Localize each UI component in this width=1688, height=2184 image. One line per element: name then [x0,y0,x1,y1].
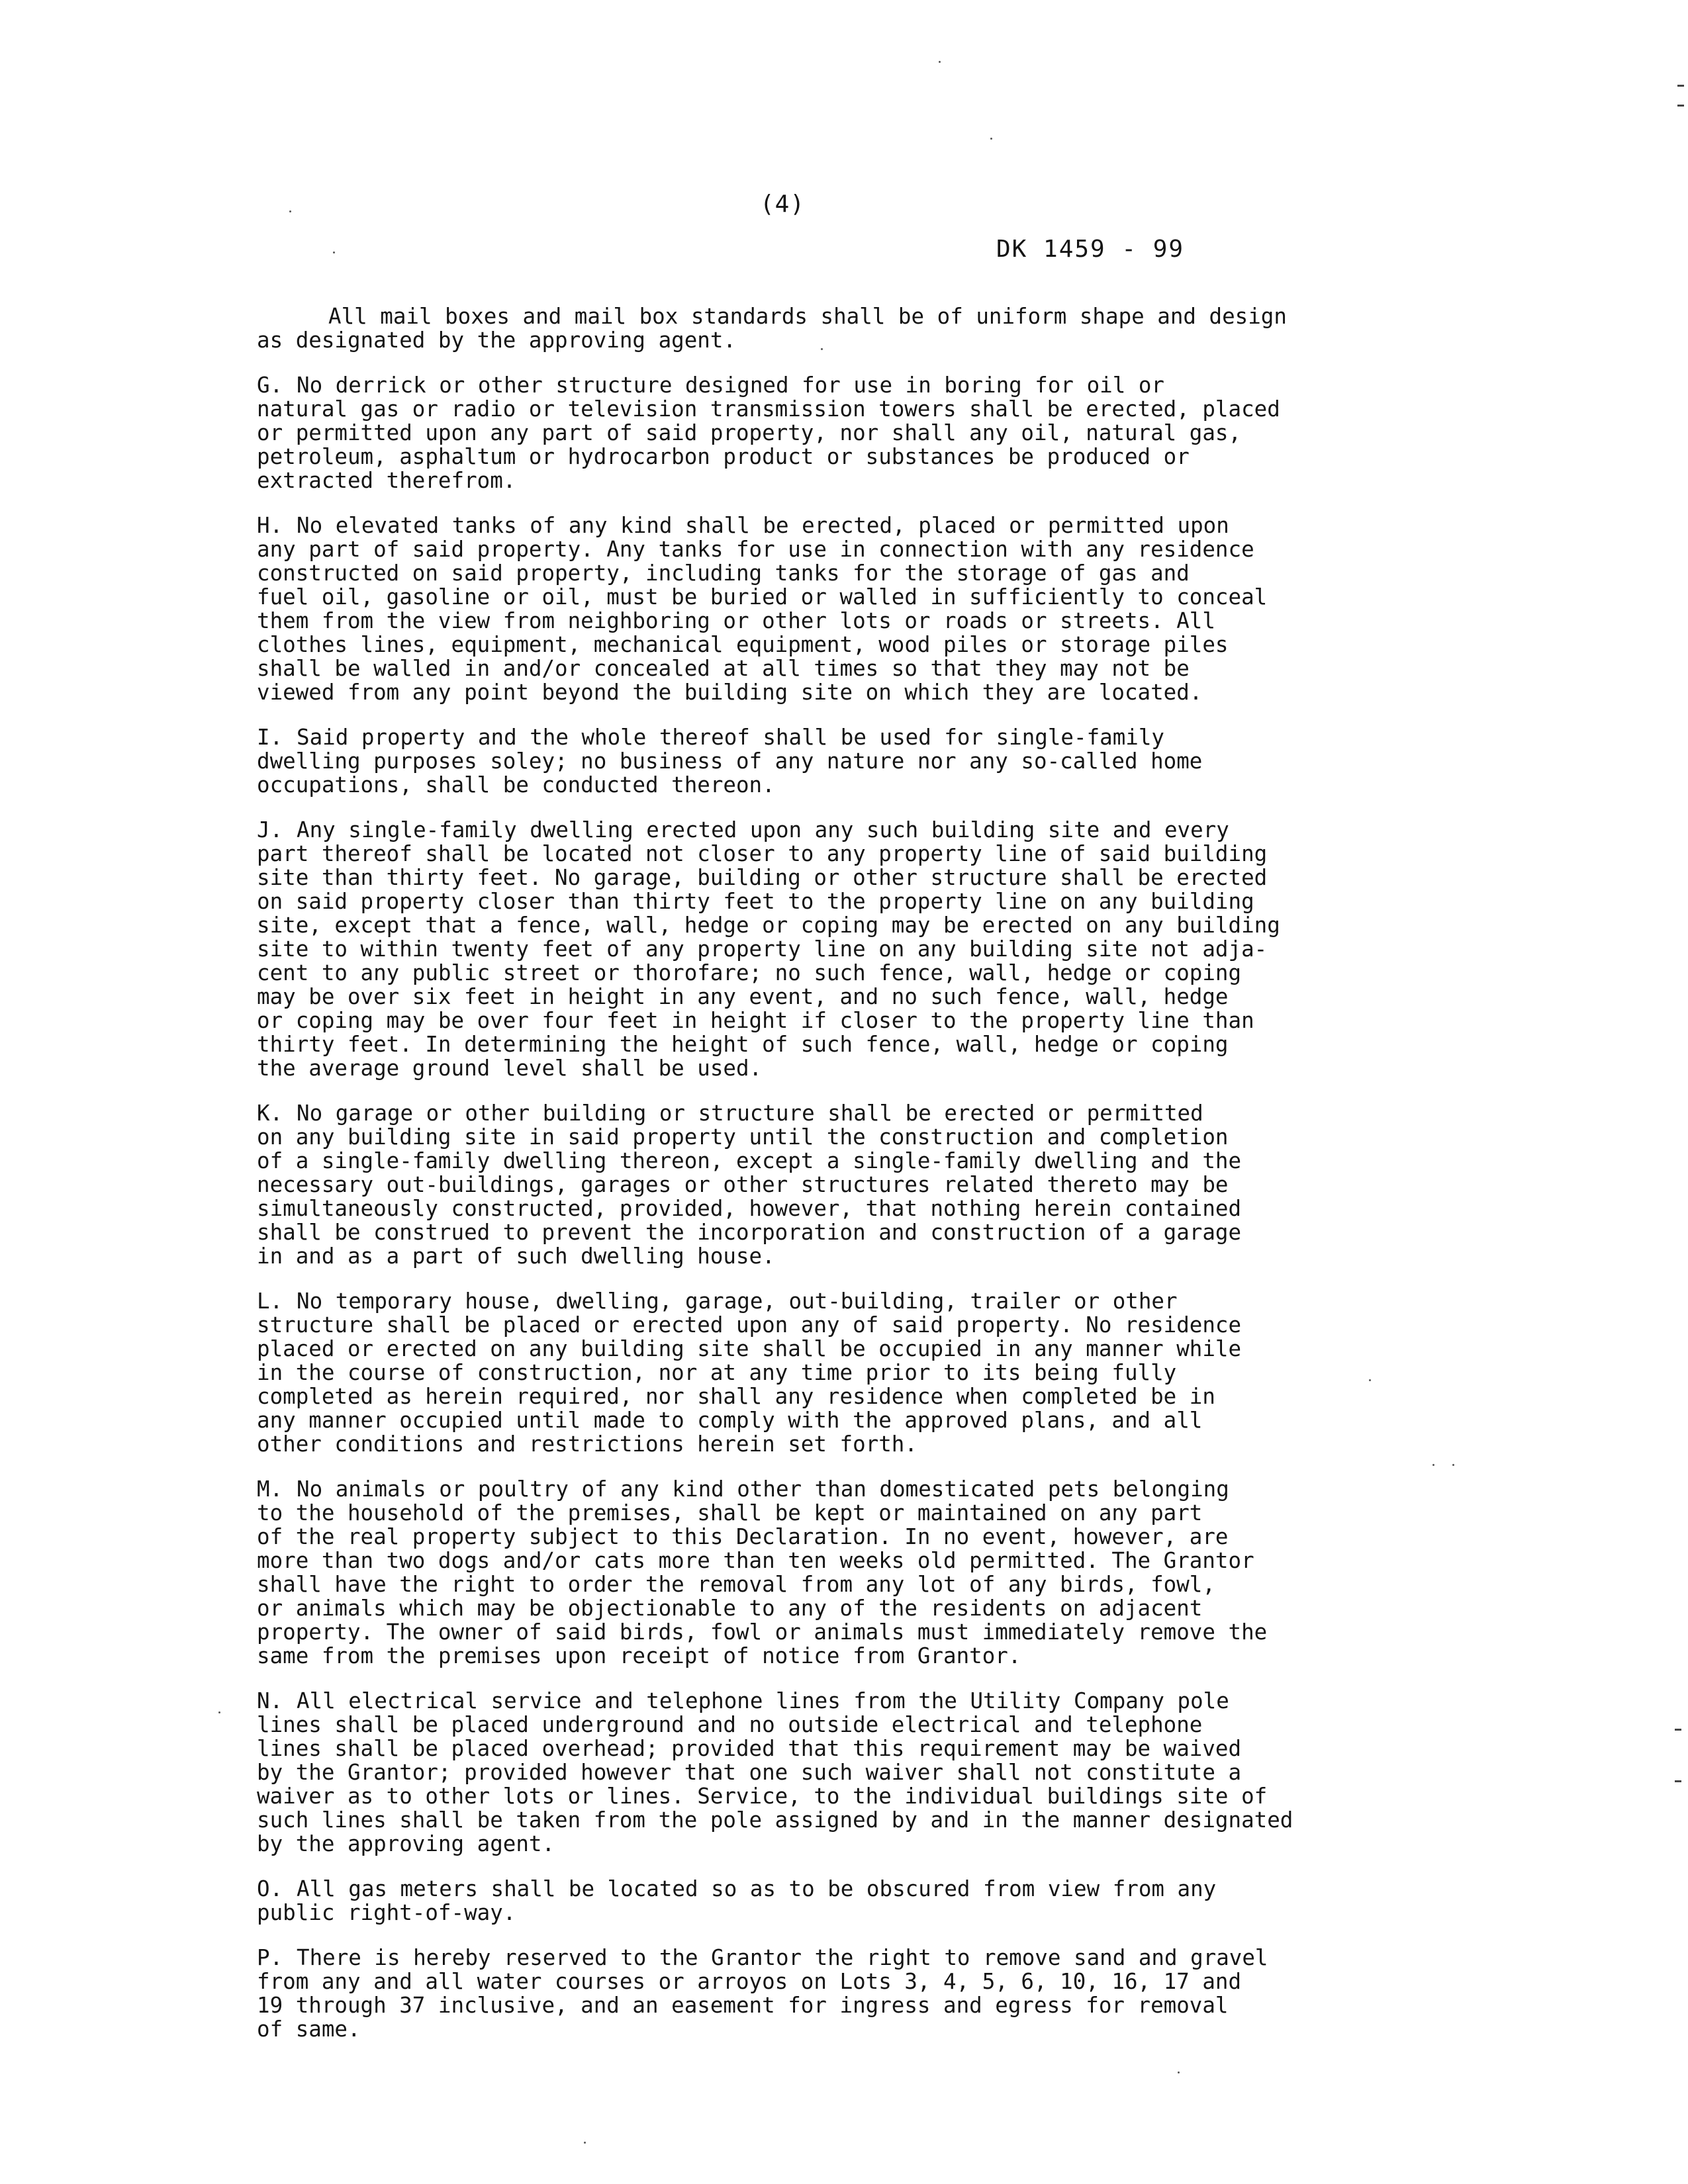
scan-speck [1369,1379,1371,1381]
section-text: Any single-family dwelling erected upon any such building site and every part thereof shall be located not closer to any property line of said building site than thirty feet. No garage, building or other structure shall be erected on said property closer than thirty feet to the property line on any building site, except that a fence, wall, hedge or coping may be erected on any building site to within twenty feet of any property line on any building site not adja- cent to any public street or thorofare; no such fence, wall, hedge or coping may be over six feet in height in any event, and no such fence, wall, hedge or coping may be over four feet in height if closer to the property line than thirty feet. In determining the height of such fence, wall, hedge or coping the average ground level shall be used. [257,817,1280,1081]
scan-speck [1432,1464,1434,1466]
section-text: All gas meters shall be located so as to be obscured from view from any public right-of-way. [257,1876,1217,1925]
section-h [257,514,1422,704]
scan-speck [990,138,992,140]
section-text: Said property and the whole thereof shall be used for single-family dwelling purposes soley; no business of any nature nor any so-called home occupations, shall be conducted thereon. [257,725,1203,797]
section-n [257,1689,1422,1856]
scan-edge-mark [1677,85,1684,87]
section-text: No animals or poultry of any kind other than domesticated pets belonging to the household of the premises, shall be kept or maintained on any part of the real property subject to this Declaration. In no event, however, are more than two dogs and/or cats more than ten weeks old permitted. The Grantor shall have the right to order the removal from any lot of any birds, fowl, or animals which may be objectionable to any of the residents on adjacent property. The owner of said birds, fowl or animals must immediately remove the same from the premises upon receipt of notice from Grantor. [257,1477,1268,1668]
scan-speck [289,210,291,212]
section-label: N. [257,1688,283,1713]
section-p [257,1946,1422,2041]
section-label: O. [257,1876,283,1901]
scan-speck [821,348,823,350]
scan-speck [584,2142,586,2144]
section-text: All electrical service and telephone lines from the Utility Company pole lines shall be placed underground and no outside electrical and telephone lines shall be placed overhead; provided that this requirement may be waived by the Grantor; provided however that one such waiver shall not constitute a waiver as to other lots or lines. Service, to the individual buildings site of such lines shall be taken from the pole assigned by and in the manner designated by the approving agent. [257,1688,1293,1856]
section-text: No derrick or other structure designed for use in boring for oil or natural gas or radio or television transmission towers shall be erected, placed or permitted upon any part of said property, nor shall any oil, natural gas, petroleum, asphaltum or hydrocarbon product or substances be produced or extracted therefrom. [257,373,1280,493]
section-label: L. [257,1289,283,1314]
section-label: M. [257,1477,283,1502]
scan-edge-mark [1675,1780,1681,1782]
scan-speck [333,251,335,253]
section-l [257,1289,1422,1456]
section-label: P. [257,1945,283,1970]
section-j [257,818,1422,1080]
section-text: No garage or other building or structure shall be erected or permitted on any building site in said property until the construction and completion of a single-family dwelling thereon, except a single-family dwelling and the necessary out-buildings, garages or other structures related thereto may be simultaneously constructed, provided, however, that nothing herein contained shall be construed to prevent the incorporation and construction of a garage in and as a part of such dwelling house. [257,1101,1242,1269]
section-text: No temporary house, dwelling, garage, out-building, trailer or other structure shall be placed or erected upon any of said property. No residence placed or erected on any building site shall be occupied in any manner while in the course of construction, nor at any time prior to its being fully completed as herein required, nor shall any residence when completed be in any manner occupied until made to comply with the approved plans, and all other conditions and restrictions herein set forth. [257,1289,1242,1457]
scan-edge-mark [1675,1729,1681,1731]
section-text: There is hereby reserved to the Grantor the right to remove sand and gravel from any and all water courses or arroyos on Lots 3, 4, 5, 6, 10, 16, 17 and 19 through 37 inclusive, and an easement for ingress and egress for removal of same. [257,1945,1268,2042]
document-body [257,304,1422,2062]
section-g [257,373,1422,492]
section-label: K. [257,1101,283,1126]
section-label: H. [257,513,283,538]
section-k [257,1101,1422,1268]
section-label: I. [257,725,283,750]
section-o [257,1877,1422,1925]
page-number: (4) [760,191,806,218]
book-reference: DK 1459 - 99 [996,236,1185,263]
section-label: J. [257,817,283,842]
scan-speck [1452,1464,1454,1466]
section-text: No elevated tanks of any kind shall be erected, placed or permitted upon any part of said property. Any tanks for use in connection with any residence constructed on said property, including tanks for the storage of gas and fuel oil, gasoline or oil, must be buried or walled in sufficiently to conceal them from the view from neighboring or other lots or roads or streets. All clothes lines, equipment, mechanical equipment, wood piles or storage piles shall be walled in and/or concealed at all times so that they may not be viewed from any point beyond the building site on which they are located. [257,513,1268,705]
scan-speck [1178,2071,1180,2073]
scan-speck [939,61,941,63]
section-m [257,1477,1422,1668]
scan-edge-mark [1677,105,1684,107]
section-label: G. [257,373,283,398]
intro-paragraph: All mail boxes and mail box standards shall be of uniform shape and design as designated by the approving agent. [257,304,1287,353]
scan-speck [218,1711,220,1713]
section-i [257,725,1422,797]
